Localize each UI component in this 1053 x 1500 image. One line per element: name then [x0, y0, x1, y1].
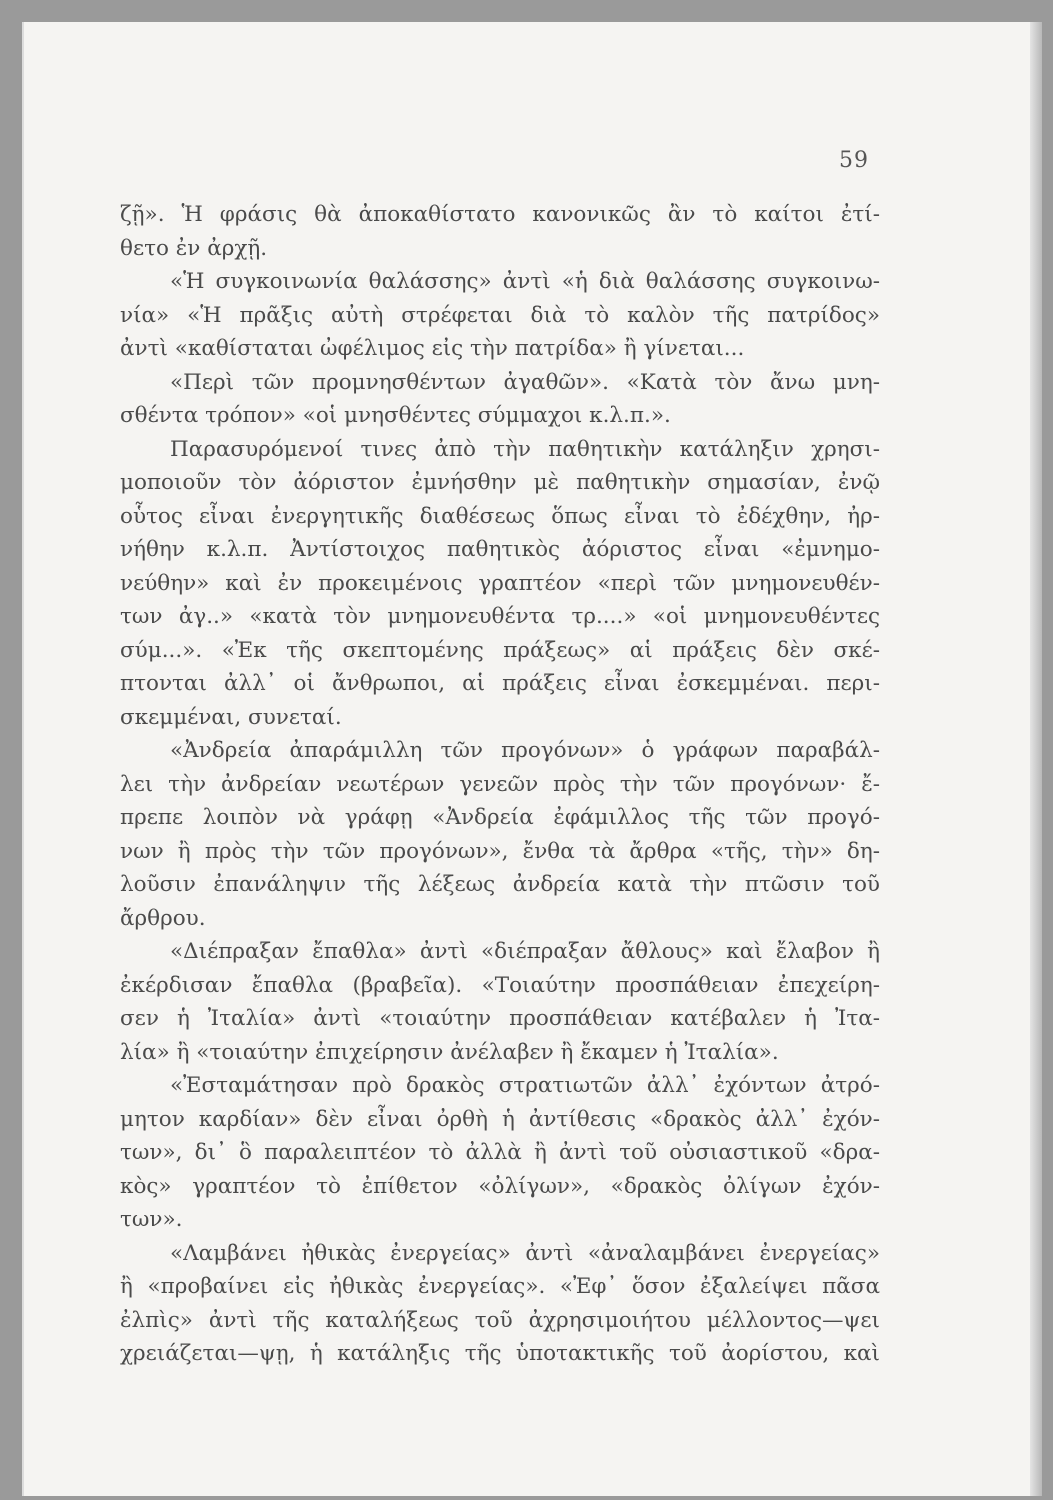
text-line: μητον καρδίαν» δὲν εἶναι ὀρθὴ ἡ ἀντίθεσις «δρακὸς ἀλλ᾽ ἐχόν- [120, 1106, 880, 1132]
text-line: «Ἐσταμάτησαν πρὸ δρακὸς στρατιωτῶν ἀλλ᾽ ἐχόντων ἀτρό- [170, 1073, 880, 1098]
text-line: «Ἀνδρεία ἀπαράμιλλη τῶν προγόνων» ὁ γράφων παραβάλ- [170, 738, 880, 763]
text-line: λία» ἢ «τοιαύτην ἐπιχείρησιν ἀνέλαβεν ἢ ἔκαμεν ἡ Ἰταλία». [120, 1039, 779, 1065]
text-line: σεν ἡ Ἰταλία» ἀντὶ «τοιαύτην προσπάθειαν κατέβαλεν ἡ Ἰτα- [120, 1006, 880, 1031]
page-edge-shadow [1030, 22, 1042, 1496]
text-line: πρεπε λοιπὸν νὰ γράφῃ «Ἀνδρεία ἐφάμιλλος τῆς τῶν προγό- [120, 805, 880, 830]
book-page [22, 22, 1042, 1496]
text-line: σκεμμέναι, συνεταί. [120, 704, 342, 730]
text-line: θετο ἐν ἀρχῇ. [120, 235, 268, 261]
text-line: οὗτος εἶναι ἐνεργητικῆς διαθέσεως ὅπως εἶναι τὸ ἐδέχθην, ἠρ- [120, 503, 880, 529]
text-line: ἢ «προβαίνει εἰς ἠθικὰς ἐνεργείας». «Ἐφ᾽ ὅσον ἐξαλείψει πᾶσα [120, 1274, 880, 1299]
text-line: «Περὶ τῶν προμνησθέντων ἀγαθῶν». «Κατὰ τὸν ἄνω μνη- [170, 369, 880, 395]
text-line: σύμ...». «Ἐκ τῆς σκεπτομένης πράξεως» αἱ πράξεις δὲν σκέ- [120, 637, 880, 663]
text-line: «Ἡ συγκοινωνία θαλάσσης» ἀντὶ «ἡ διὰ θαλάσσης συγκοινω- [170, 269, 880, 294]
text-line: ἄρθρου. [120, 905, 206, 931]
text-line: λοῦσιν ἐπανάληψιν τῆς λέξεως ἀνδρεία κατὰ τὴν πτῶσιν τοῦ [120, 872, 880, 897]
body-text [120, 198, 880, 1371]
text-line: των». [120, 1207, 183, 1232]
text-line: ἐλπὶς» ἀντὶ τῆς καταλήξεως τοῦ ἀχρησιμοιήτου μέλλοντος—ψει [120, 1307, 880, 1333]
text-line: «Λαμβάνει ἠθικὰς ἐνεργείας» ἀντὶ «ἀναλαμβάνει ἐνεργείας» [170, 1240, 880, 1266]
text-line: ἐκέρδισαν ἔπαθλα (βραβεῖα). «Τοιαύτην προσπάθειαν ἐπεχείρη- [120, 972, 880, 998]
text-line: Παρασυρόμενοί τινες ἀπὸ τὴν παθητικὴν κατάληξιν χρησι- [170, 436, 880, 462]
text-line: λει τὴν ἀνδρείαν νεωτέρων γενεῶν πρὸς τὴν τῶν προγόνων· ἔ- [120, 771, 880, 797]
text-line: των», δι᾽ ὃ παραλειπτέον τὸ ἀλλὰ ἢ ἀντὶ τοῦ οὐσιαστικοῦ «δρα- [120, 1140, 880, 1165]
text-line: ἀντὶ «καθίσταται ὠφέλιμος εἰς τὴν πατρίδα» ἢ γίνεται... [120, 336, 745, 361]
text-line: ζῇ». Ἡ φράσις θὰ ἀποκαθίστατο κανονικῶς ἂν τὸ καίτοι ἐτί- [120, 202, 880, 227]
text-line: νεύθην» καὶ ἐν προκειμένοις γραπτέον «περὶ τῶν μνημονευθέν- [120, 570, 880, 596]
text-line: των ἀγ..» «κατὰ τὸν μνημονευθέντα τρ....» «οἱ μνημονευθέντες [120, 604, 880, 629]
text-line: νήθην κ.λ.π. Ἀντίστοιχος παθητικὸς ἀόριστος εἶναι «ἐμνημο- [120, 537, 880, 562]
text-line: μοποιοῦν τὸν ἀόριστον ἐμνήσθην μὲ παθητικὴν σημασίαν, ἐνῷ [120, 470, 880, 495]
text-line: νων ἢ πρὸς τὴν τῶν προγόνων», ἔνθα τὰ ἄρθρα «τῆς, τὴν» δη- [120, 838, 880, 864]
text-line: χρειάζεται—ψῃ, ἡ κατάληξις τῆς ὑποτακτικῆς τοῦ ἀορίστου, καὶ [120, 1341, 880, 1366]
text-line: «Διέπραξαν ἔπαθλα» ἀντὶ «διέπραξαν ἄθλους» καὶ ἔλαβον ἢ [170, 939, 880, 964]
page-number: 59 [839, 148, 869, 173]
text-line: κὸς» γραπτέον τὸ ἐπίθετον «ὀλίγων», «δρακὸς ὀλίγων ἐχόν- [120, 1173, 880, 1199]
text-line: σθέντα τρόπον» «οἱ μνησθέντες σύμμαχοι κ.λ.π.». [120, 403, 671, 428]
text-line: πτονται ἀλλ᾽ οἱ ἄνθρωποι, αἱ πράξεις εἶναι ἐσκεμμέναι. περι- [120, 671, 880, 696]
text-line: νία» «Ἡ πρᾶξις αὐτὴ στρέφεται διὰ τὸ καλὸν τῆς πατρίδος» [120, 302, 880, 328]
